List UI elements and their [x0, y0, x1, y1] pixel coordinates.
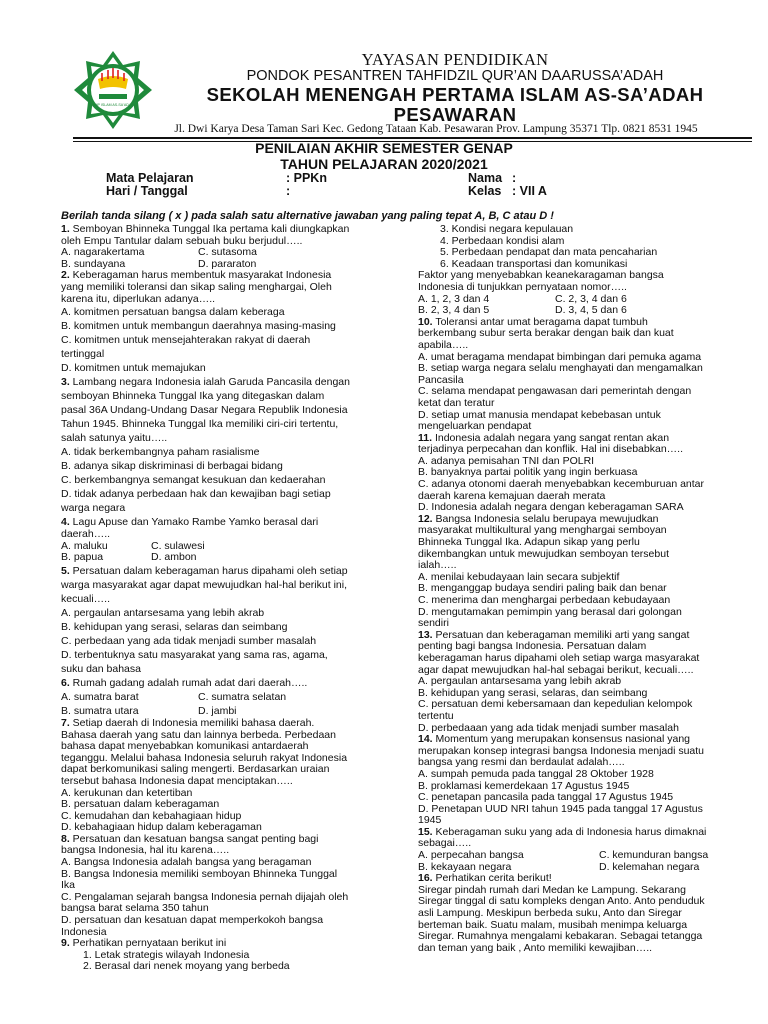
date-label: Hari / Tanggal	[106, 184, 188, 198]
question-14: 14. Momentum yang merupakan konsensus nasional yang	[418, 733, 691, 746]
text-line: terjadinya perpecahan dan konflik. Hal ini disebabkan…..	[418, 443, 683, 456]
text-line: sendiri	[418, 617, 449, 630]
exam-year: TAHUN PELAJARAN 2020/2021	[280, 156, 488, 172]
option: D. perbedaaan yang ada tidak menjadi sumber masalah	[418, 721, 679, 734]
option: C. berkembangnya semangat kesukuan dan kedaerahan	[61, 474, 326, 487]
text-line: teganggu. Melalui bahasa Indonesia seluruh rakyat Indonesia	[61, 751, 348, 764]
option: A. komitmen persatuan bangsa dalam keberaga	[61, 306, 285, 319]
text-line: Siregar pindah rumah dari Medan ke Lampung. Sekarang	[418, 883, 686, 896]
question-12: 12. Bangsa Indonesia selalu berupaya mewujudkan	[418, 512, 659, 525]
text-line: karena itu, diperlukan adanya…..	[61, 292, 216, 305]
text-line: keberagaman harus dipahami oleh setiap warga masyarakat	[418, 651, 700, 664]
text-line: warga masyarakat agar dapat mewujudkan hal-hal berikut ini,	[61, 578, 347, 591]
question-11: 11. Indonesia adalah negara yang sangat rentan akan	[418, 431, 670, 444]
option: A. umat beragama mendapat bimbingan dari pemuka agama	[418, 350, 702, 363]
text-line: dapat berkomunikasi saling mengerti. Berdasarkan uraian	[61, 763, 330, 776]
option: D. persatuan dan kesatuan dapat memperkokoh bangsa	[61, 914, 324, 927]
option: D. Penetapan UUD NRI tahun 1945 pada tanggal 17 Agustus	[418, 802, 703, 815]
text-line: ialah…..	[418, 559, 457, 572]
text-line: merupakan konsep integrasi bangsa Indonesia menjadi suatu	[418, 744, 705, 757]
option: A. pergaulan antarsesama yang lebih akrab	[61, 606, 265, 619]
option: A. menilai kebudayaan lain secara subjektif	[418, 570, 620, 583]
option: B. persatuan dalam keberagaman	[61, 798, 220, 811]
school-name-line1: SEKOLAH MENENGAH PERTAMA ISLAM AS-SA’ADAH	[206, 84, 704, 105]
option: B. komitmen untuk membangun daerahnya masing-masing	[61, 320, 336, 333]
left-column	[61, 224, 350, 973]
text-line: Indonesia	[61, 925, 107, 938]
option-row: A. nagarakertama C. sutasoma	[61, 246, 257, 259]
text-line: Bahasa daerah yang satu dan lainnya berbeda. Perbedaan	[61, 728, 336, 741]
option-row: B. sumatra utara D. jambi	[61, 704, 237, 717]
question-4: 4. Lagu Apuse dan Yamako Rambe Yamko berasal dari	[61, 516, 319, 529]
question-15: 15. Keberagaman suku yang ada di Indonesia harus dimaknai	[418, 825, 707, 838]
option-row: B. kekayaan negara D. kelemahan negara	[418, 860, 700, 873]
instruction-text: Berilah tanda silang ( x ) pada salah satu alternative jawaban yang paling tepat A, B, C atau D !	[61, 210, 554, 222]
class-label: Kelas	[468, 184, 502, 198]
option: C. persatuan demi kebersamaan dan kepedulian kelompok	[418, 698, 693, 711]
text-line: Faktor yang menyebabkan keanekaragaman bangsa	[418, 269, 664, 282]
question-1: 1. Semboyan Bhinneka Tunggal Ika pertama kali diungkapkan	[61, 223, 350, 235]
name-value: :	[512, 171, 517, 185]
option: B. kehidupan yang serasi, selaras dan seimbang	[61, 620, 288, 633]
school-name-line2: PESAWARAN	[393, 104, 517, 125]
text-line: suku dan bahasa	[61, 662, 141, 675]
option: A. Bangsa Indonesia adalah bangsa yang beragaman	[61, 856, 312, 869]
option: B. setiap warga negara selalu menghayati dan mengamalkan	[418, 362, 703, 375]
school-address: Jl. Dwi Karya Desa Taman Sari Kec. Gedong Tataan Kab. Pesawaran Prov. Lampung 35371 Tlp. 0821 8531 1945	[174, 123, 698, 135]
question-7: 7. Setiap daerah di Indonesia memiliki bahasa daerah.	[61, 716, 315, 729]
option: A. sumpah pemuda pada tanggal 28 Oktober 1928	[418, 767, 654, 780]
text-line: tertinggal	[61, 348, 105, 361]
statement: 2. Berasal dari nenek moyang yang berbeda	[83, 960, 290, 973]
option: A. pergaulan antarsesama yang lebih akrab	[418, 675, 622, 688]
option: C. menerima dan menghargai perbedaan kebudayaan	[418, 594, 671, 606]
logo-text: SMP ISLAM AS-SA'ADAH	[92, 103, 134, 107]
question-10: 10. Toleransi antar umat beragama dapat tumbuh	[418, 315, 648, 328]
text-line: oleh Empu Tantular dalam sebuah buku berjudul…..	[61, 234, 303, 247]
name-label: Nama	[468, 171, 503, 185]
option: D. mengutamakan pemimpin yang berasal dari golongan	[418, 605, 682, 618]
text-line: sebagai…..	[418, 837, 472, 850]
option: C. selama mendapat pengawasan dari pemerintah dengan	[418, 385, 692, 398]
text-line: Ika	[61, 879, 76, 892]
option: D. kebahagiaan hidup dalam keberagaman	[61, 821, 262, 834]
option: C. adanya otonomi daerah menyebabkan kecemburuan antar	[418, 478, 705, 491]
option: D. terbentuknya satu masyarakat yang sama ras, agama,	[61, 648, 328, 661]
statement: 4. Perbedaan kondisi alam	[440, 234, 565, 247]
option: B. menganggap budaya sendiri paling baik dan benar	[418, 582, 667, 595]
text-line: semboyan Bhinneka Tunggal Ika yang ditegaskan dalam	[61, 390, 325, 403]
text-line: berteman baik. Suatu malam, musibah menimpa keluarga	[418, 918, 688, 931]
option: A. kerukunan dan ketertiban	[61, 786, 193, 799]
right-column	[418, 223, 709, 954]
header-rule-thick	[73, 137, 752, 139]
option-row: B. 2, 3, 4 dan 5 D. 3, 4, 5 dan 6	[418, 304, 627, 317]
option: A. tidak berkembangnya paham rasialisme	[61, 446, 260, 459]
option: D. komitmen untuk memajukan	[61, 362, 206, 375]
option-row: A. perpecahan bangsa C. kemunduran bangsa	[418, 849, 709, 862]
statement: 5. Perbedaan pendapat dan mata pencaharian	[440, 246, 658, 259]
option: C. Pengalaman sejarah bangsa Indonesia pernah dijajah oleh	[61, 890, 349, 903]
text-line: bahasa dapat menyebabkan komunikasi antardaerah	[61, 740, 309, 753]
foundation-name: YAYASAN PENDIDIKAN	[361, 50, 549, 69]
option: C. kemudahan dan kebahagiaan hidup	[61, 809, 242, 822]
text-line: Pancasila	[418, 373, 464, 386]
question-13: 13. Persatuan dan keberagaman memiliki arti yang sangat	[418, 628, 690, 641]
question-6: 6. Rumah gadang adalah rumah adat dari daerah…..	[61, 676, 308, 689]
exam-title: PENILAIAN AKHIR SEMESTER GENAP	[255, 140, 513, 156]
text-line: salah satunya yaitu…..	[61, 432, 168, 445]
text-line: penting bagi bangsa Indonesia. Persatuan dalam	[418, 640, 647, 653]
text-line: asli Lampung. Meskipun berbeda suku, Anto dan Siregar	[418, 907, 682, 920]
text-line: Siregar. Rumahnya mengalami kebakaran. Sebagai tetangga	[418, 930, 703, 943]
text-line: Bhinneka Tunggal Ika. Adapun sikap yang perlu	[418, 536, 640, 549]
subject-label: Mata Pelajaran	[106, 171, 194, 185]
text-line: tersebut bahasa Indonesia dapat menciptakan…..	[61, 774, 293, 787]
statement: 1. Letak strategis wilayah Indonesia	[83, 948, 250, 961]
question-5: 5. Persatuan dalam keberagaman harus dipahami oleh setiap	[61, 564, 348, 577]
option: A. adanya pemisahan TNI dan POLRI	[418, 454, 595, 467]
text-line: Tahun 1945. Bhinneka Tunggal Ika memiliki ciri-ciri tertentu,	[61, 418, 339, 431]
question-16: 16. Perhatikan cerita berikut!	[418, 872, 552, 885]
text-line: ketat dan teratur	[418, 396, 495, 409]
text-line: agar dapat mewujudkan hal-hal sebagai berikut, kecuali…..	[418, 663, 694, 676]
text-line: bangsa barat selama 350 tahun	[61, 902, 209, 915]
subject-value: : PPKn	[286, 171, 327, 185]
option: C. komitmen untuk mensejahterakan rakyat di daerah	[61, 334, 311, 347]
option: C. penetapan pancasila pada tanggal 17 Agustus 1945	[418, 791, 674, 804]
option-row: A. 1, 2, 3 dan 4 C. 2, 3, 4 dan 6	[418, 292, 627, 305]
option: B. adanya sikap diskriminasi di berbagai bidang	[61, 460, 283, 473]
option: B. Bangsa Indonesia memiliki semboyan Bhinneka Tunggal	[61, 867, 338, 880]
question-3: 3. Lambang negara Indonesia ialah Garuda Pancasila dengan	[61, 376, 350, 389]
option-row: B. papua D. ambon	[61, 551, 197, 564]
question-8: 8. Persatuan dan kesatuan bangsa sangat penting bagi	[61, 832, 319, 845]
text-line: warga negara	[61, 502, 126, 515]
date-value: :	[286, 184, 291, 198]
pesantren-name: PONDOK PESANTREN TAHFIDZIL QUR’AN DAARUSSA’ADAH	[246, 68, 664, 84]
option: B. kehidupan yang serasi, selaras, dan seimbang	[418, 686, 648, 699]
question-2: 2. Keberagaman harus membentuk masyarakat Indonesia	[61, 269, 332, 282]
text-line: dan teman yang baik , Anto memiliki kewajiban…..	[418, 941, 653, 954]
text-line: Indonesia di tunjukkan pernyataan nomor…..	[418, 280, 627, 293]
option: B. proklamasi kemerdekaan 17 Agustus 1945	[418, 779, 630, 792]
question-9: 9. Perhatikan pernyataan berikut ini	[61, 937, 227, 950]
text-line: pasal 36A Undang-Undang Dasar Negara Republik Indonesia	[61, 404, 348, 417]
option: D. setiap umat manusia mendapat kebebasan untuk	[418, 408, 661, 421]
class-value: : VII A	[512, 184, 547, 198]
option: C. perbedaan yang ada tidak menjadi sumber masalah	[61, 634, 317, 647]
school-logo-icon	[72, 49, 154, 131]
text-line: daerah…..	[61, 528, 111, 541]
text-line: apabila…..	[418, 338, 469, 351]
option: D. tidak adanya perbedaan hak dan kewajiban bagi setiap	[61, 488, 331, 501]
option-row: A. sumatra barat C. sumatra selatan	[61, 690, 287, 703]
text-line: berkembang subur serta berakar dengan baik dan kuat	[418, 327, 674, 340]
text-line: yang memiliki toleransi dan sikap saling menghargai, Oleh	[61, 280, 332, 293]
text-line: masyarakat multikultural yang menghargai semboyan	[418, 524, 667, 537]
text-line: dikembangkan untuk mewujudkan semboyan tersebut	[418, 547, 669, 560]
option: D. Indonesia adalah negara dengan keberagaman SARA	[418, 501, 684, 514]
option: B. banyaknya partai politik yang ingin berkuasa	[418, 466, 638, 479]
text-line: Siregar tinggal di satu kompleks dengan Anto. Anto penduduk	[418, 895, 705, 908]
text-line: mengeluarkan pendapat	[418, 420, 532, 433]
text-line: bangsa yang resmi dan berdaulat adalah…..	[418, 756, 625, 769]
option-row: B. sundayana D. pararaton	[61, 257, 257, 270]
statement: 6. Keadaan transportasi dan komunikasi	[440, 257, 628, 270]
option-row: A. maluku C. sulawesi	[61, 539, 205, 552]
text-line: bangsa Indonesia, hal itu karena…..	[61, 844, 230, 857]
text-line: tertentu	[418, 709, 454, 722]
text-line: kecuali…..	[61, 592, 111, 605]
text-line: daerah karena kemajuan daerah merata	[418, 489, 606, 502]
statement: 3. Kondisi negara kepulauan	[440, 223, 574, 235]
text-line: 1945	[418, 814, 442, 827]
